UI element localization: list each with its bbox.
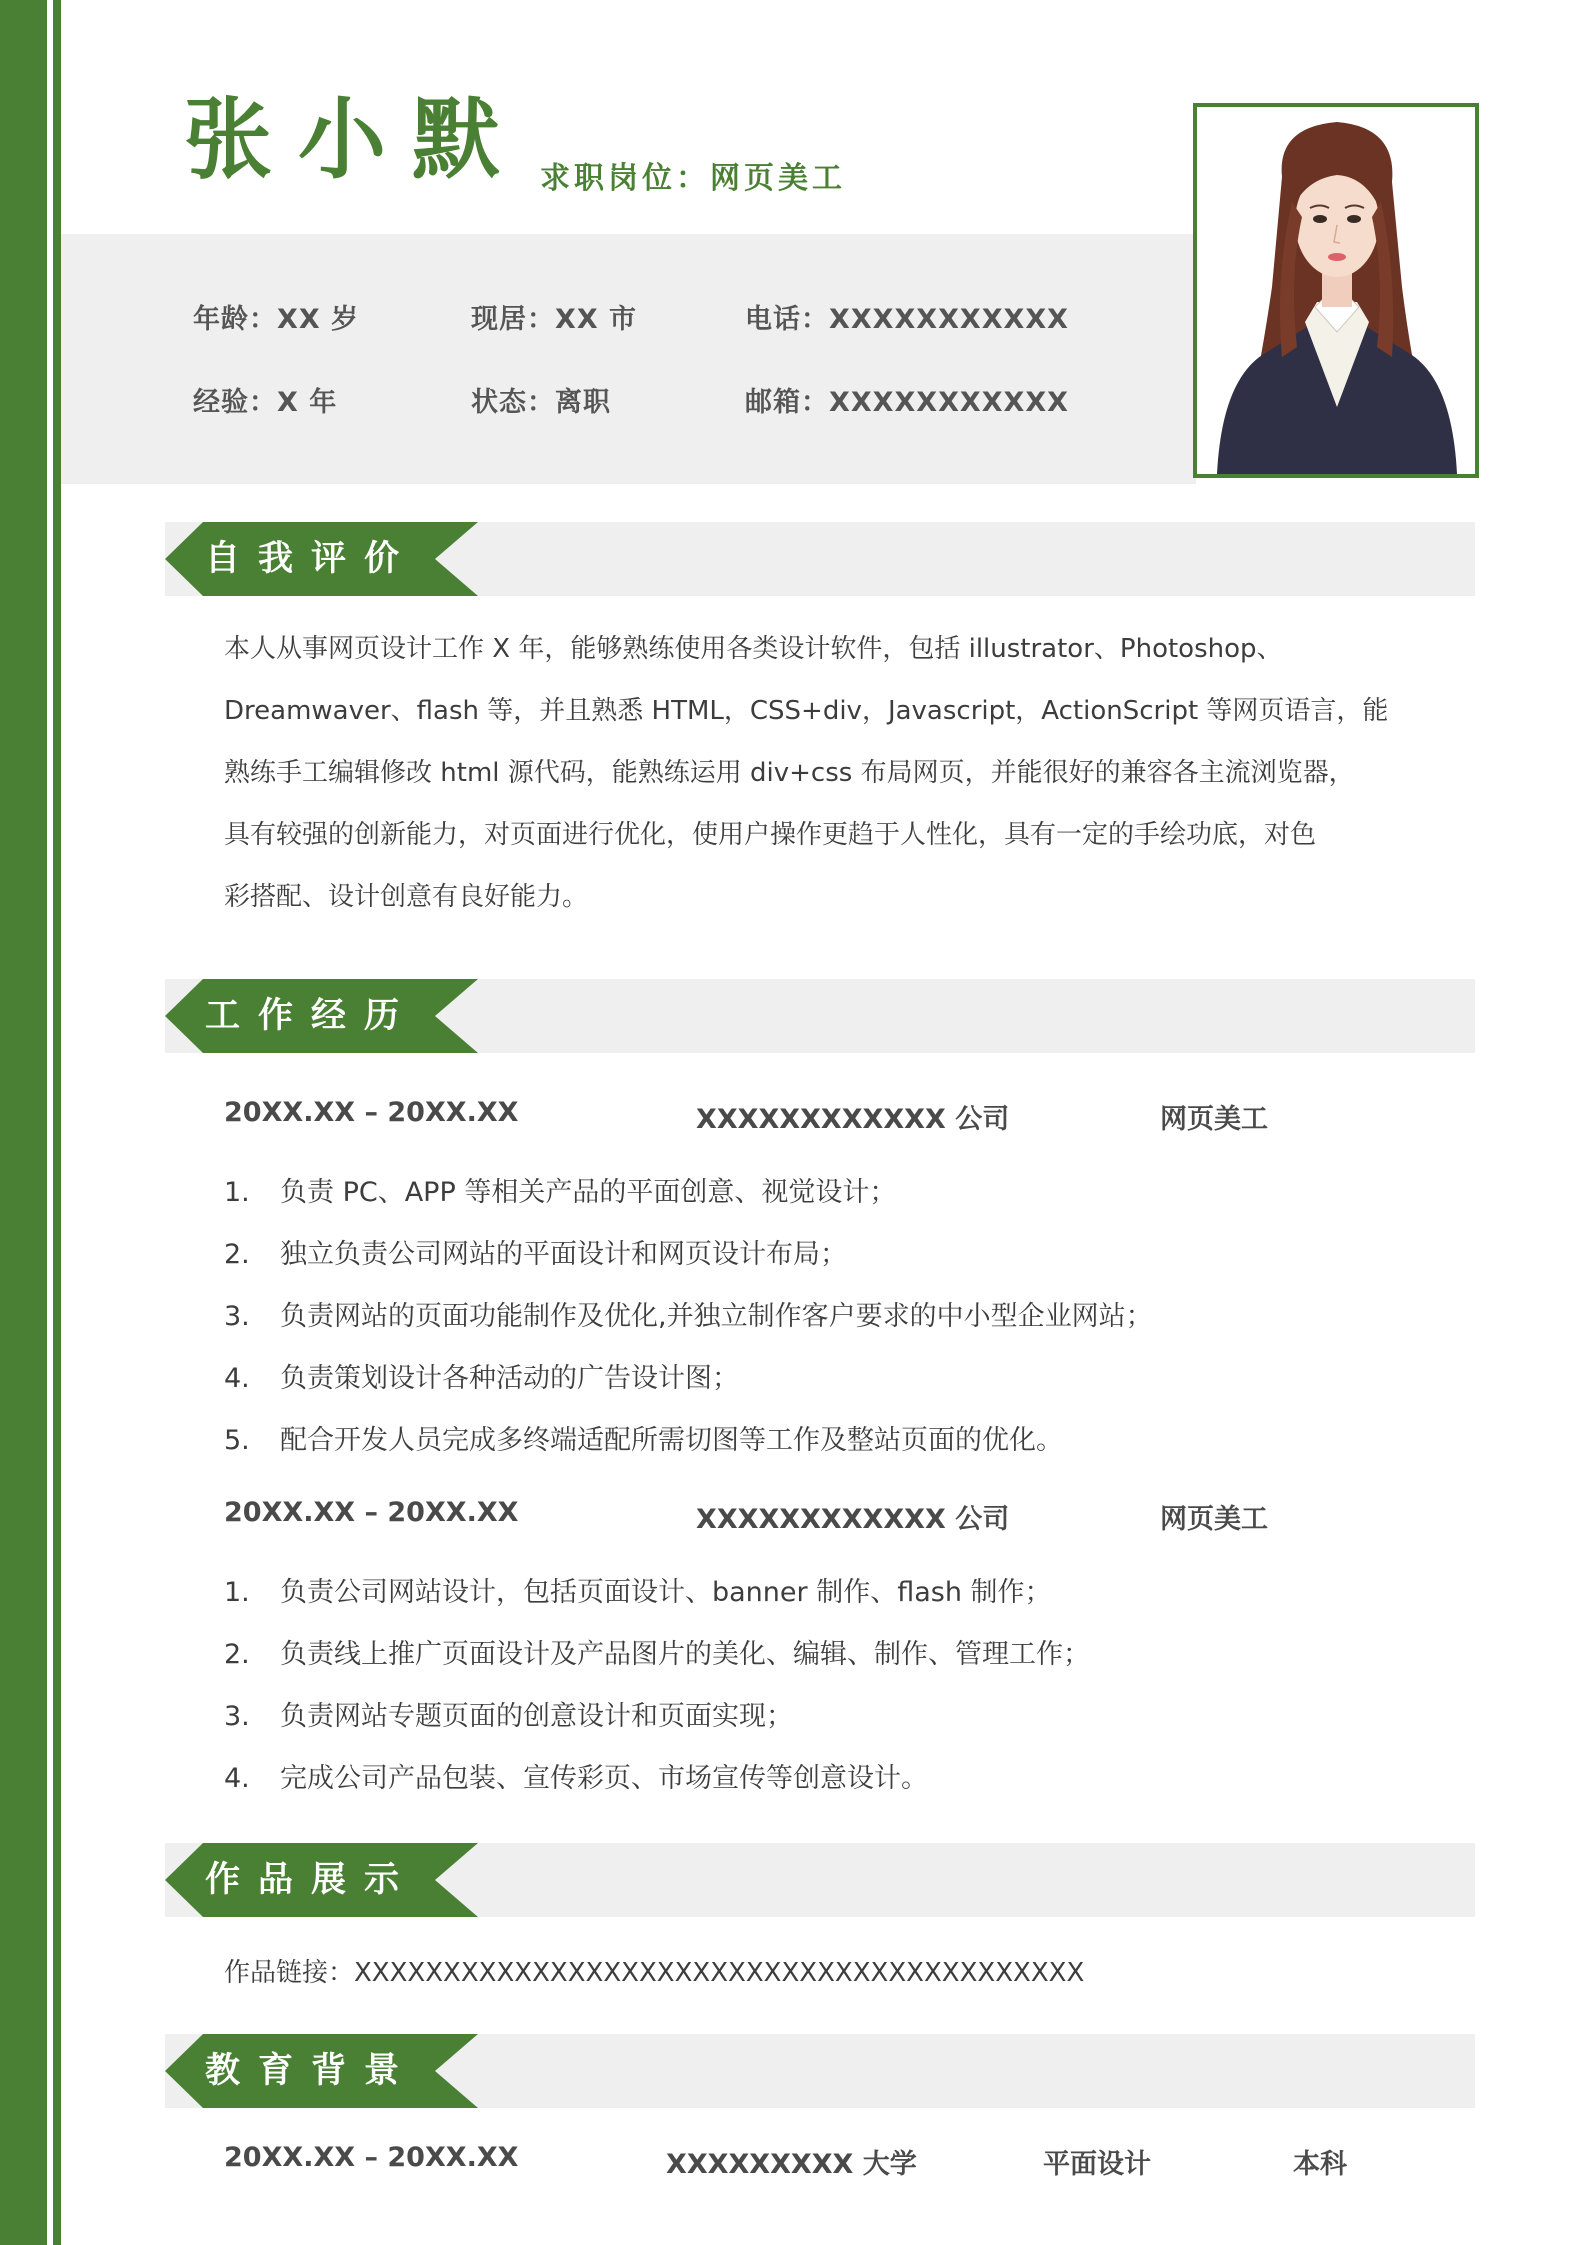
list-item [224,1170,896,1209]
job-date: 20XX.XX – 20XX.XX [224,1497,519,1528]
candidate-name: 张小默 [184,88,527,191]
basic-info-panel [61,234,1196,484]
job-date: 20XX.XX – 20XX.XX [224,1097,519,1128]
info-age: 年龄：XX 岁 [193,304,360,335]
job-company: XXXXXXXXXXXX 公司 [696,1504,1010,1535]
list-number: 3. [224,1301,250,1332]
list-item [224,1356,739,1395]
job-company: XXXXXXXXXXXX 公司 [696,1104,1010,1135]
list-number: 5. [224,1425,250,1456]
list-text: 完成公司产品包装、宣传彩页、市场宣传等创意设计。 [280,1763,928,1794]
self-eval-line: 本人从事网页设计工作 X 年，能够熟练使用各类设计软件，包括 illustrator、Photoshop、 [224,634,1283,664]
section-title-portfolio: 作品展示 [205,1860,418,1900]
self-eval-line: Dreamwaver、flash 等，并且熟悉 HTML，CSS+div，Javascript，ActionScript 等网页语言，能 [224,696,1389,726]
info-location: 现居：XX 市 [471,304,638,335]
list-number: 1. [224,1177,250,1208]
self-eval-line: 熟练手工编辑修改 html 源代码，能熟练运用 div+css 布局网页，并能很好的兼容各主流浏览器， [224,758,1355,788]
edu-date: 20XX.XX – 20XX.XX [224,2142,519,2173]
info-phone: 电话：XXXXXXXXXXX [745,304,1069,335]
edu-major: 平面设计 [1043,2149,1151,2180]
list-item [224,1756,928,1795]
sidebar-accent-line [53,0,61,2245]
list-text: 负责线上推广页面设计及产品图片的美化、编辑、制作、管理工作； [280,1639,1090,1670]
edu-school: XXXXXXXXX 大学 [666,2149,917,2180]
section-title-education: 教育背景 [205,2051,418,2091]
section-title-self-eval: 自我评价 [205,539,418,579]
portrait-illustration-icon [1197,107,1475,474]
list-text: 配合开发人员完成多终端适配所需切图等工作及整站页面的优化。 [280,1425,1063,1456]
list-text: 负责 PC、APP 等相关产品的平面创意、视觉设计； [280,1177,897,1208]
sidebar-accent-bar [0,0,47,2245]
list-text: 负责网站专题页面的创意设计和页面实现； [280,1701,793,1732]
list-number: 4. [224,1763,250,1794]
list-number: 3. [224,1701,250,1732]
list-text: 负责策划设计各种活动的广告设计图； [280,1363,739,1394]
list-text: 负责公司网站设计，包括页面设计、banner 制作、flash 制作； [280,1577,1052,1608]
list-item [224,1418,1063,1457]
list-number: 2. [224,1639,250,1670]
list-item [224,1570,1052,1609]
section-title-work: 工作经历 [205,996,418,1036]
info-status: 状态：离职 [471,387,611,418]
self-eval-line: 彩搭配、设计创意有良好能力。 [224,882,589,912]
list-item [224,1232,847,1271]
list-item [224,1694,793,1733]
list-text: 负责网站的页面功能制作及优化,并独立制作客户要求的中小型企业网站； [280,1301,1153,1332]
list-item [224,1632,1090,1671]
job-objective: 求职岗位：网页美工 [540,161,846,196]
list-text: 独立负责公司网站的平面设计和网页设计布局； [280,1239,847,1270]
list-number: 2. [224,1239,250,1270]
profile-photo [1193,103,1479,478]
list-item [224,1294,1153,1333]
job-role: 网页美工 [1160,1104,1268,1135]
info-email: 邮箱：XXXXXXXXXXX [745,387,1069,418]
info-experience: 经验：X 年 [193,387,338,418]
list-number: 4. [224,1363,250,1394]
self-eval-text [224,618,1459,928]
edu-degree: 本科 [1293,2149,1347,2180]
job-role: 网页美工 [1160,1504,1268,1535]
self-eval-line: 具有较强的创新能力，对页面进行优化，使用户操作更趋于人性化，具有一定的手绘功底，对色 [224,820,1317,850]
portfolio-link[interactable]: 作品链接：XXXXXXXXXXXXXXXXXXXXXXXXXXXXXXXXXXXXXXXXX [224,1958,1085,1988]
list-number: 1. [224,1577,250,1608]
